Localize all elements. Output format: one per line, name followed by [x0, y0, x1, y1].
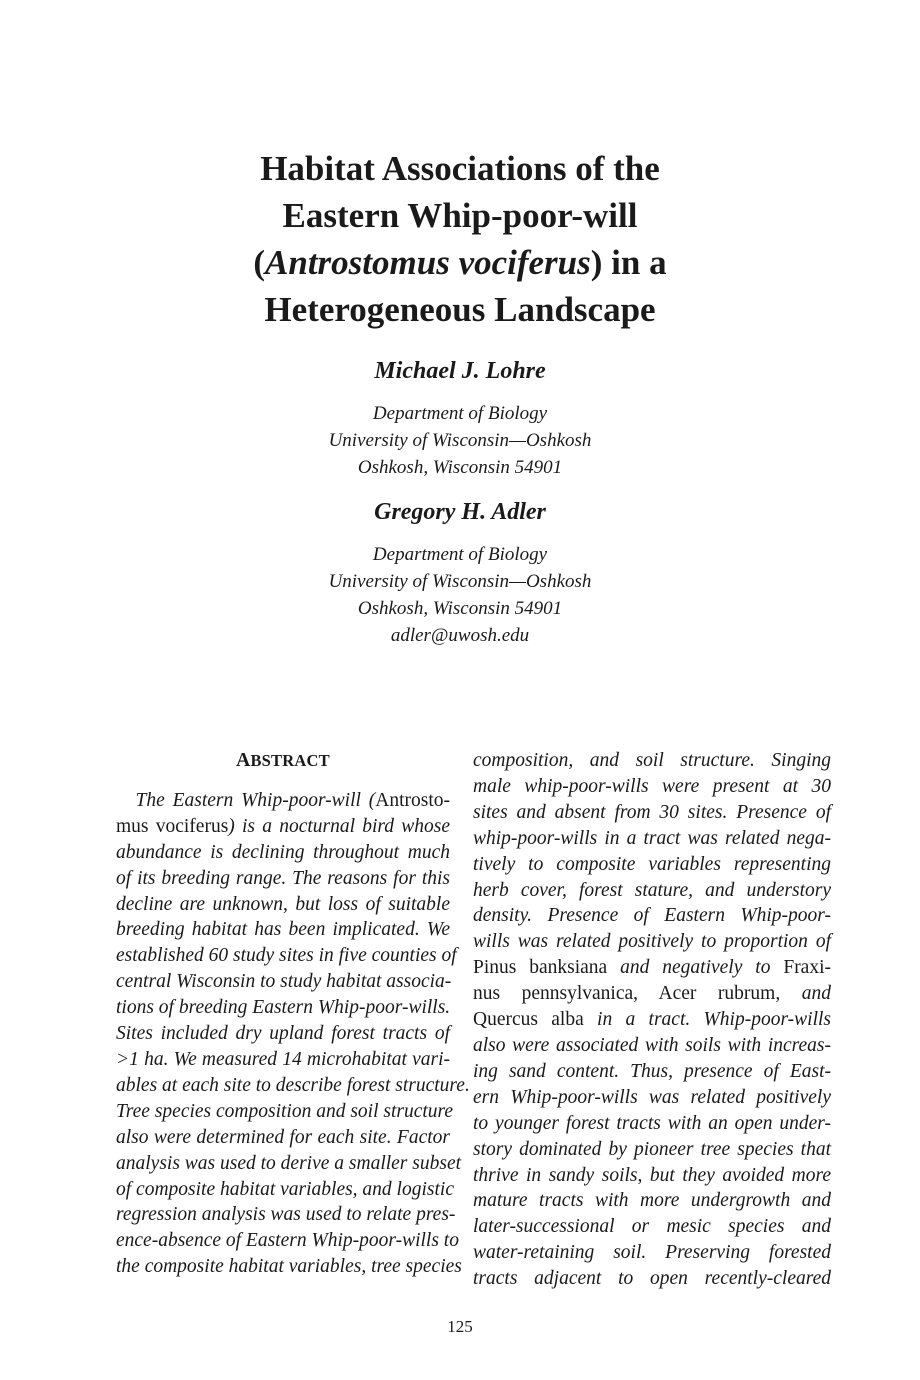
- title-line-4: Heterogeneous Landscape: [264, 290, 656, 329]
- affiliation-department: Department of Biology: [372, 544, 548, 565]
- abstract-line: nus pennsylvanica, Acer rubrum, and: [473, 983, 831, 1005]
- abstract-line: tively to composite variables representing: [473, 853, 831, 875]
- abstract-line: story dominated by pioneer tree species that: [473, 1138, 831, 1160]
- affiliation-university: University of Wisconsin—Oshkosh: [328, 430, 592, 451]
- affiliation-address: Oshkosh, Wisconsin 54901: [357, 598, 563, 619]
- abstract-line: established 60 study sites in five counties of: [116, 945, 457, 967]
- title-line-1: Habitat Associations of the: [260, 149, 660, 188]
- abstract-line: decline are unknown, but loss of suitable: [116, 893, 450, 915]
- abstract-line: of its breeding range. The reasons for this: [116, 867, 450, 889]
- abstract-line: breeding habitat has been implicated. We: [116, 919, 450, 941]
- author-email: adler@uwosh.edu: [390, 625, 530, 646]
- abstract-line: water-retaining soil. Preserving forested: [473, 1242, 831, 1264]
- abstract-line: ern Whip-poor-wills was related positively: [473, 1086, 831, 1108]
- abstract-line: density. Presence of Eastern Whip-poor-: [473, 905, 831, 927]
- title-line-3: [160, 239, 760, 286]
- abstract-line: Sites included dry upland forest tracts of: [116, 1023, 450, 1045]
- abstract-line: wills was related positively to proportion of: [473, 931, 831, 953]
- abstract-line: analysis was used to derive a smaller subset: [116, 1152, 462, 1174]
- abstract-line: male whip-poor-wills were present at 30: [473, 775, 831, 797]
- abstract-line: sites and absent from 30 sites. Presence of: [473, 801, 831, 823]
- page-number: 125: [447, 1317, 473, 1336]
- abstract-line: central Wisconsin to study habitat associa-: [116, 971, 452, 993]
- abstract-line: >1 ha. We measured 14 microhabitat vari-: [116, 1048, 450, 1070]
- abstract-line: abundance is declining throughout much: [116, 841, 450, 863]
- abstract-heading: ABSTRACT: [236, 750, 330, 771]
- abstract-line: herb cover, forest stature, and understory: [473, 879, 831, 901]
- abstract-left-column: [116, 748, 470, 1280]
- abstract-line: thrive in sandy soils, but they avoided more: [473, 1164, 831, 1186]
- abstract-line: of composite habitat variables, and logistic: [116, 1178, 454, 1200]
- abstract-line: Quercus alba in a tract. Whip-poor-wills: [473, 1009, 831, 1031]
- abstract-line: also were associated with soils with increas-: [473, 1034, 831, 1056]
- author-name-1: Michael J. Lohre: [374, 358, 546, 384]
- title-species-name: Antrostomus vociferus: [265, 243, 591, 282]
- title-line-3-rest: ) in a: [590, 243, 667, 282]
- abstract-line: whip-poor-wills in a tract was related nega-: [473, 827, 831, 849]
- abstract-line: ing sand content. Thus, presence of East-: [473, 1060, 831, 1082]
- abstract-line: composition, and soil structure. Singing: [473, 750, 831, 771]
- abstract-line: The Eastern Whip-poor-will (Antrosto-: [135, 789, 450, 811]
- abstract-line: the composite habitat variables, tree species: [116, 1256, 462, 1278]
- title-line-2: Eastern Whip-poor-will: [282, 196, 638, 235]
- abstract-line: tracts adjacent to open recently-cleared: [473, 1268, 831, 1290]
- author-affiliation-2: [0, 541, 920, 649]
- abstract-right-column: [473, 748, 831, 1292]
- abstract-line: later-successional or mesic species and: [473, 1216, 831, 1238]
- abstract-line: tions of breeding Eastern Whip-poor-wills.: [116, 997, 451, 1019]
- paper-title: [160, 145, 760, 333]
- abstract-line: mus vociferus) is a nocturnal bird whose: [116, 815, 450, 837]
- abstract-line: ence-absence of Eastern Whip-poor-wills to: [116, 1230, 459, 1252]
- abstract-line: ables at each site to describe forest structure.: [116, 1074, 470, 1096]
- title-paren-open: (: [253, 243, 266, 282]
- affiliation-department: Department of Biology: [372, 403, 548, 424]
- affiliation-university: University of Wisconsin—Oshkosh: [328, 571, 592, 592]
- abstract-line: mature tracts with more undergrowth and: [473, 1190, 831, 1212]
- abstract-line: to younger forest tracts with an open under-: [473, 1112, 831, 1134]
- abstract-line: regression analysis was used to relate pres-: [116, 1204, 456, 1226]
- abstract-line: Pinus banksiana and negatively to Fraxi-: [473, 957, 831, 979]
- abstract-line: Tree species composition and soil structure: [116, 1100, 454, 1122]
- author-name-2: Gregory H. Adler: [374, 499, 546, 525]
- affiliation-address: Oshkosh, Wisconsin 54901: [357, 457, 563, 478]
- abstract-line: also were determined for each site. Factor: [116, 1126, 450, 1148]
- author-affiliation-1: [0, 400, 920, 481]
